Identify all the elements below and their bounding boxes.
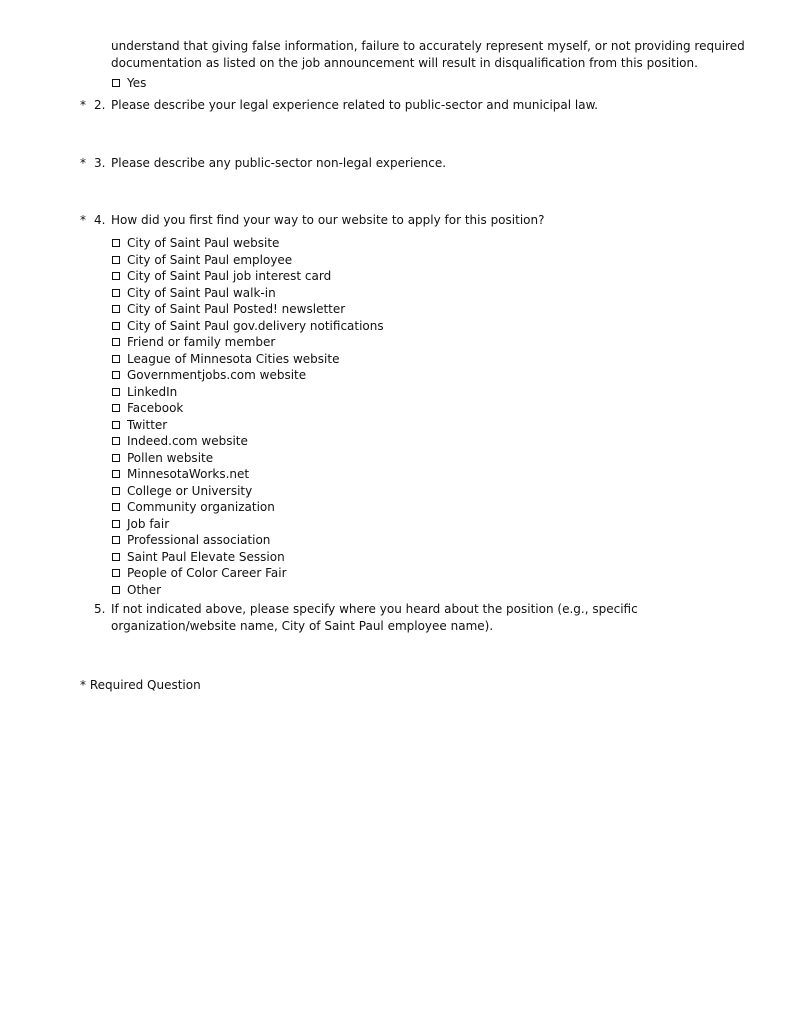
- checkbox-icon[interactable]: [112, 79, 120, 87]
- question-text: Please describe any public-sector non-legal experience.: [111, 156, 447, 170]
- list-item[interactable]: [111, 532, 384, 549]
- question-number: 3.: [94, 156, 106, 170]
- checkbox-icon[interactable]: [112, 322, 120, 330]
- list-item[interactable]: [111, 351, 384, 368]
- checkbox-icon[interactable]: [112, 487, 120, 495]
- checkbox-icon[interactable]: [112, 503, 120, 511]
- list-item[interactable]: [111, 285, 384, 302]
- checkbox-icon[interactable]: [112, 388, 120, 396]
- yes-label: Yes: [127, 76, 147, 90]
- question-number: 4.: [94, 213, 106, 227]
- list-item[interactable]: [111, 235, 384, 252]
- option-label: College or University: [127, 483, 253, 498]
- option-label: Job fair: [127, 516, 170, 531]
- checkbox-icon[interactable]: [112, 371, 120, 379]
- list-item[interactable]: [111, 433, 384, 450]
- question-text: [111, 601, 638, 635]
- list-item[interactable]: [111, 334, 384, 351]
- list-item[interactable]: [111, 516, 384, 533]
- option-label: Saint Paul Elevate Session: [127, 549, 285, 564]
- question-number: 5.: [94, 602, 106, 616]
- list-item[interactable]: [111, 466, 384, 483]
- source-options-list: [111, 235, 384, 598]
- list-item[interactable]: [111, 483, 384, 500]
- option-label: City of Saint Paul employee: [127, 252, 293, 267]
- option-label: City of Saint Paul job interest card: [127, 269, 332, 283]
- option-label: Professional association: [127, 533, 271, 547]
- list-item[interactable]: [111, 400, 384, 417]
- checkbox-icon[interactable]: [112, 536, 120, 544]
- checkbox-icon[interactable]: [112, 520, 120, 528]
- question-text-line-2: organization/website name, City of Saint Paul employee name).: [111, 619, 494, 633]
- list-item[interactable]: [111, 417, 384, 434]
- option-label: Other: [127, 582, 162, 597]
- required-marker: *: [80, 98, 86, 112]
- question-text: How did you first find your way to our website to apply for this position?: [111, 213, 545, 227]
- option-label: Twitter: [127, 417, 168, 432]
- list-item[interactable]: [111, 499, 384, 516]
- checkbox-icon[interactable]: [112, 355, 120, 363]
- option-label: MinnesotaWorks.net: [127, 467, 250, 481]
- option-label: LinkedIn: [127, 384, 178, 399]
- list-item[interactable]: [111, 318, 384, 335]
- list-item[interactable]: [111, 384, 384, 401]
- checkbox-icon[interactable]: [112, 239, 120, 247]
- intro-line-1: understand that giving false information, failure to accurately represent myself, or not providing required: [111, 39, 745, 53]
- list-item[interactable]: [111, 268, 384, 285]
- checkbox-icon[interactable]: [112, 256, 120, 264]
- list-item[interactable]: [111, 549, 384, 566]
- checkbox-icon[interactable]: [112, 404, 120, 412]
- checkbox-icon[interactable]: [112, 586, 120, 594]
- checkbox-icon[interactable]: [112, 338, 120, 346]
- intro-statement: [111, 38, 751, 72]
- option-label: Friend or family member: [127, 335, 276, 349]
- option-label: Community organization: [127, 500, 275, 514]
- option-label: City of Saint Paul website: [127, 236, 280, 250]
- list-item[interactable]: [111, 582, 384, 599]
- list-item[interactable]: [111, 301, 384, 318]
- checkbox-icon[interactable]: [112, 305, 120, 313]
- required-question-note: * Required Question: [80, 678, 201, 692]
- list-item[interactable]: [111, 565, 384, 582]
- option-label: Governmentjobs.com website: [127, 368, 307, 382]
- intro-line-2: documentation as listed on the job announcement will result in disqualification from this position.: [111, 56, 698, 70]
- yes-option[interactable]: [111, 75, 146, 92]
- checkbox-icon[interactable]: [112, 470, 120, 478]
- question-text: Please describe your legal experience related to public-sector and municipal law.: [111, 98, 599, 112]
- checkbox-icon[interactable]: [112, 569, 120, 577]
- checkbox-icon[interactable]: [112, 289, 120, 297]
- list-item[interactable]: [111, 367, 384, 384]
- option-label: City of Saint Paul walk-in: [127, 285, 276, 300]
- checkbox-icon[interactable]: [112, 553, 120, 561]
- checkbox-icon[interactable]: [112, 437, 120, 445]
- required-marker: *: [80, 156, 86, 170]
- checkbox-icon[interactable]: [112, 272, 120, 280]
- question-number: 2.: [94, 98, 106, 112]
- option-label: City of Saint Paul Posted! newsletter: [127, 302, 346, 316]
- checkbox-icon[interactable]: [112, 454, 120, 462]
- required-marker: *: [80, 213, 86, 227]
- option-label: Indeed.com website: [127, 434, 248, 448]
- question-text-line-1: If not indicated above, please specify where you heard about the position (e.g., specific: [111, 602, 638, 616]
- option-label: People of Color Career Fair: [127, 566, 287, 580]
- list-item[interactable]: [111, 450, 384, 467]
- list-item[interactable]: [111, 252, 384, 269]
- option-label: League of Minnesota Cities website: [127, 351, 340, 366]
- option-label: City of Saint Paul gov.delivery notifications: [127, 318, 384, 333]
- option-label: Pollen website: [127, 450, 214, 465]
- checkbox-icon[interactable]: [112, 421, 120, 429]
- option-label: Facebook: [127, 401, 184, 415]
